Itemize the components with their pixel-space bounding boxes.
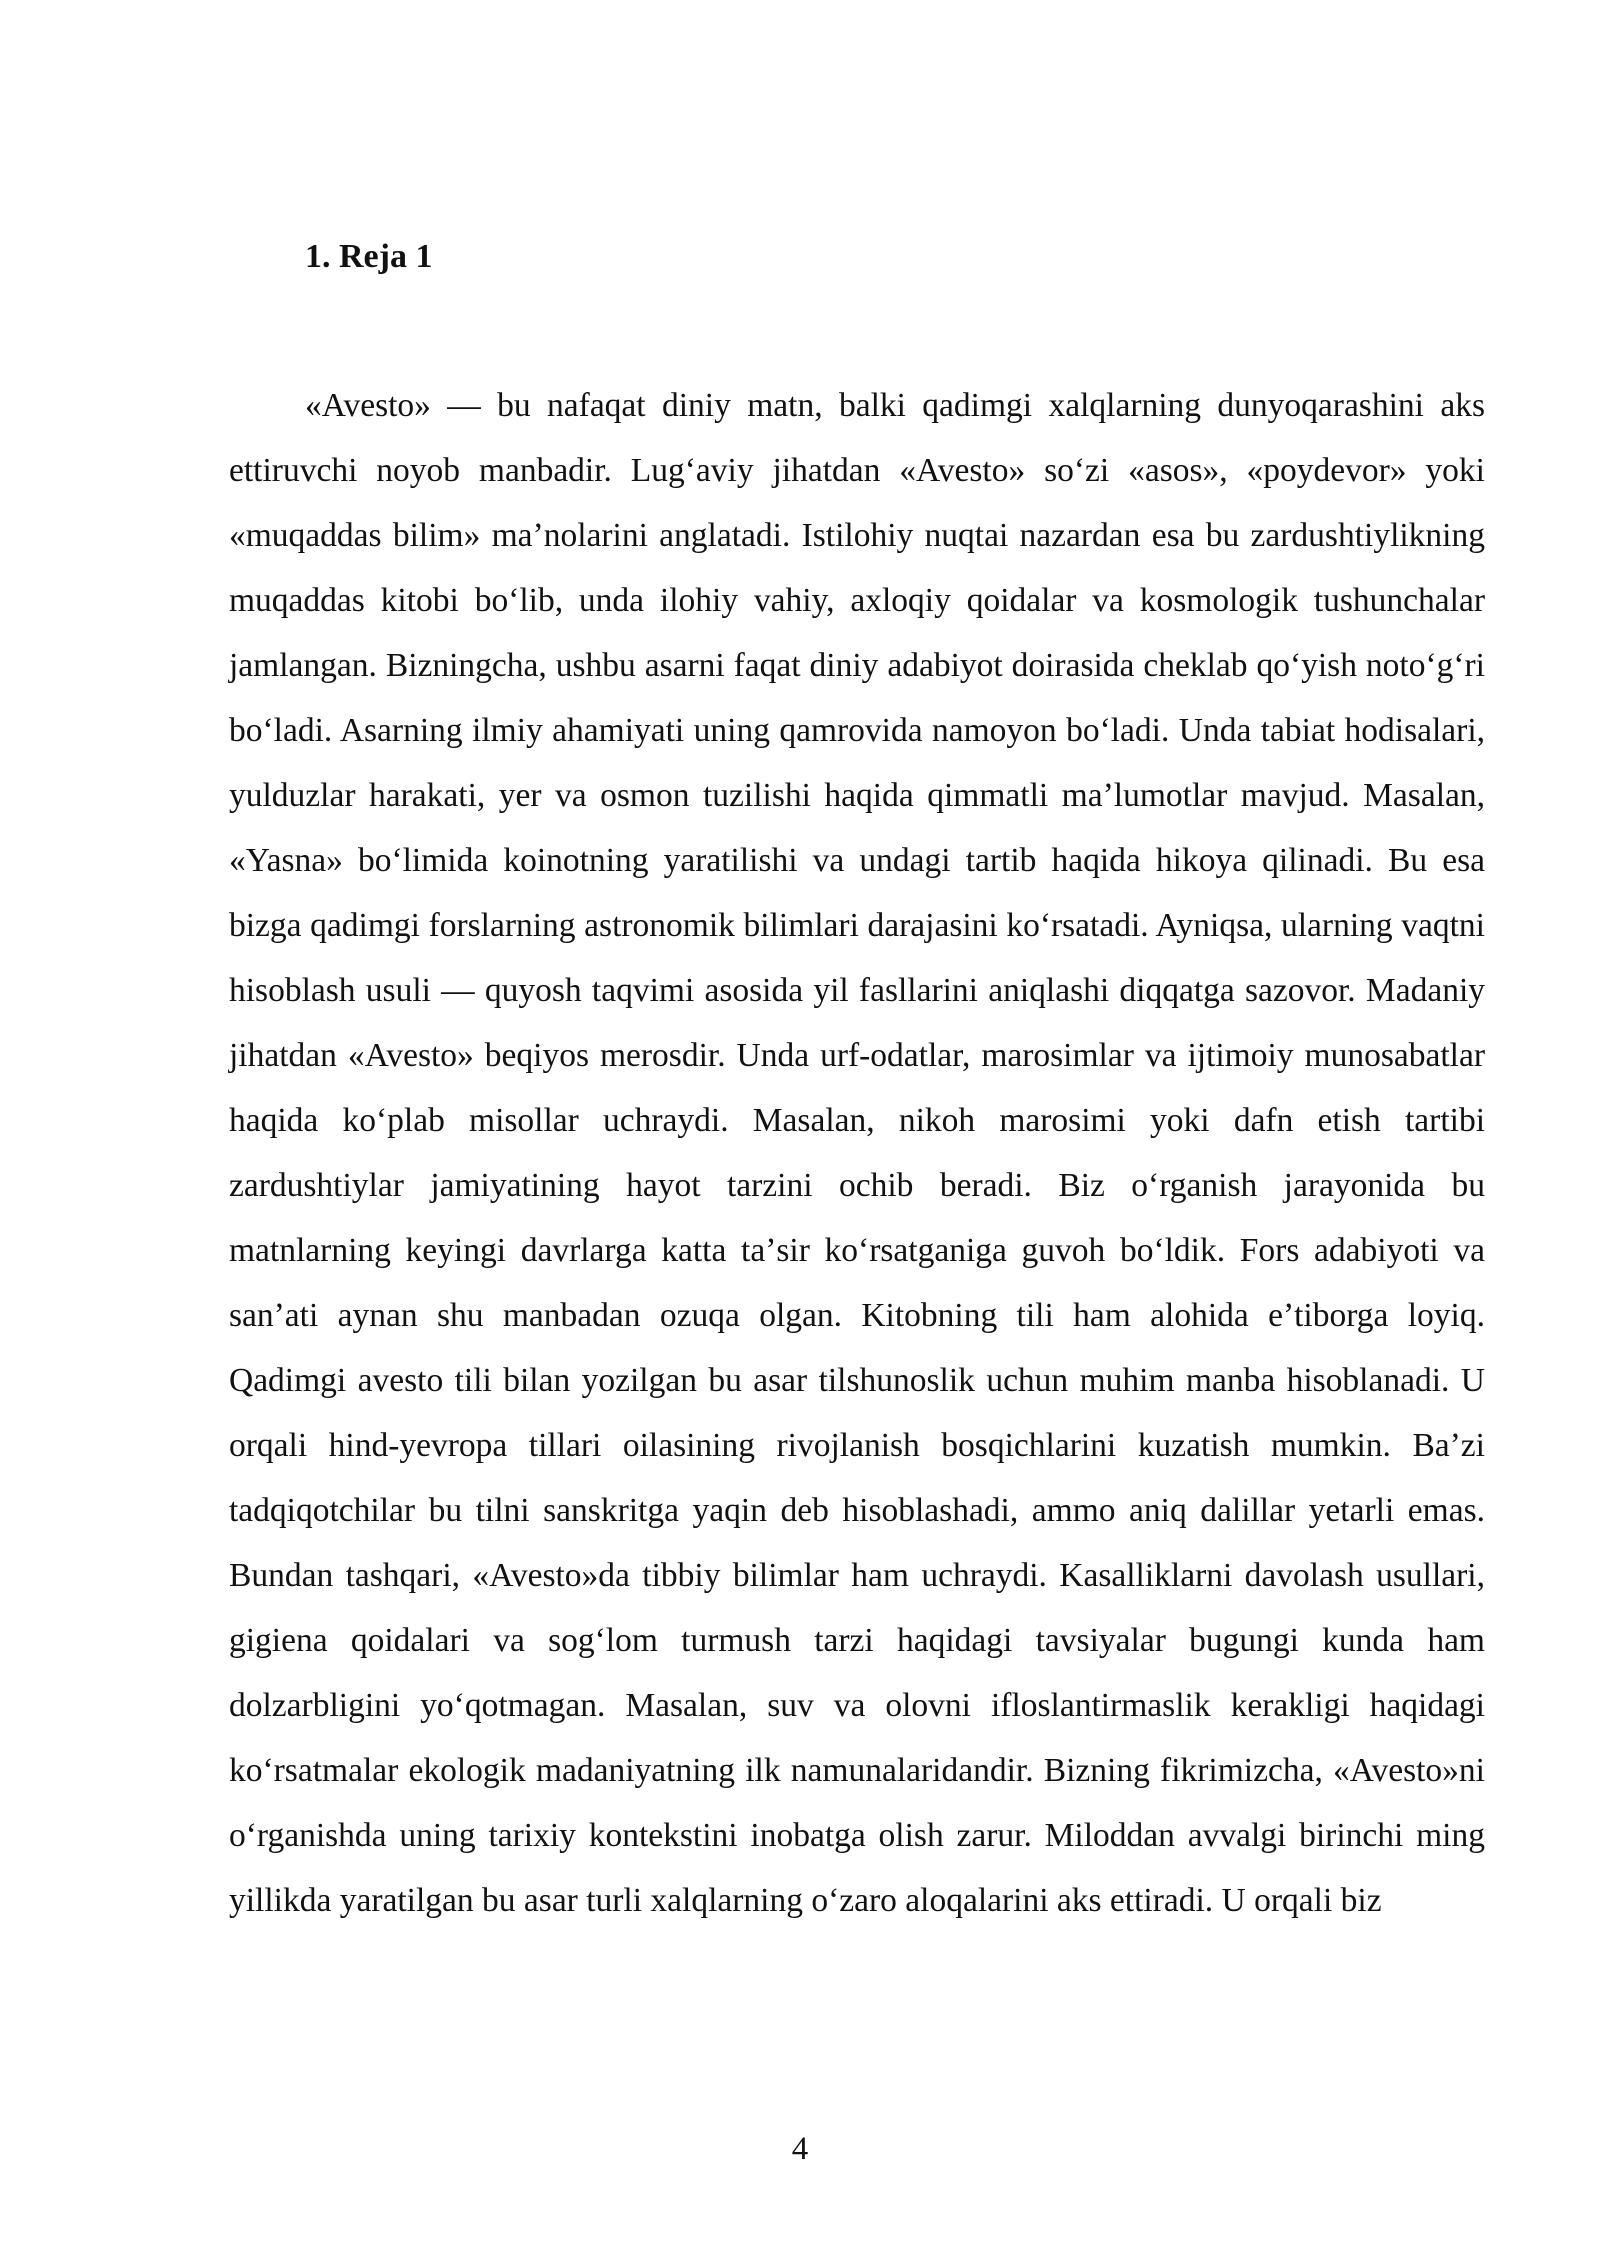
body-paragraph: «Avesto» — bu nafaqat diniy matn, balki qadimgi xalqlarning dunyoqarashini aks ettiruvchi noyob manbadir. Lugʻaviy jihatdan «Avesto» soʻzi «asos», «poydevor» yoki «muqaddas bilim» maʼnolarini anglatadi. Istilohiy nuqtai nazardan esa bu zardushtiylikning muqaddas kitobi boʻlib, unda ilohiy vahiy, axloqiy qoidalar va kosmologik tushunchalar jamlangan. Bizningcha, ushbu asarni faqat diniy adabiyot doirasida cheklab qoʻyish notoʻgʻri boʻladi. Asarning ilmiy ahamiyati uning qamrovida namoyon boʻladi. Unda tabiat hodisalari, yulduzlar harakati, yer va osmon tuzilishi haqida qimmatli maʼlumotlar mavjud. Masalan, «Yasna» boʻlimida koinotning yaratilishi va undagi tartib haqida hikoya qilinadi. Bu esa bizga qadimgi forslarning astronomik bilimlari darajasini koʻrsatadi. Ayniqsa, ularning vaqtni hisoblash usuli — quyosh taqvimi asosida yil fasllarini aniqlashi diqqatga sazovor. Madaniy jihatdan «Avesto» beqiyos merosdir. Unda urf-odatlar, marosimlar va ijtimoiy munosabatlar haqida koʻplab misollar uchraydi. Masalan, nikoh marosimi yoki dafn etish tartibi zardushtiylar jamiyatining hayot tarzini ochib beradi. Biz oʻrganish jarayonida bu matnlarning keyingi davrlarga katta taʼsir koʻrsatganiga guvoh boʻldik. Fors adabiyoti va sanʼati aynan shu manbadan ozuqa olgan. Kitobning tili ham alohida eʼtiborga loyiq. Qadimgi avesto tili bilan yozilgan bu asar tilshunoslik uchun muhim manba hisoblanadi. U orqali hind-yevropa tillari oilasining rivojlanish bosqichlarini kuzatish mumkin. Baʼzi tadqiqotchilar bu tilni sanskritga yaqin deb hisoblashadi, ammo aniq dalillar yetarli emas. Bundan tashqari, «Avesto»da tibbiy bilimlar ham uchraydi. Kasalliklarni davolash usullari, gigiena qoidalari va sogʻlom turmush tarzi haqidagi tavsiyalar bugungi kunda ham dolzarbligini yoʻqotmagan. Masalan, suv va olovni ifloslantirmaslik kerakligi haqidagi koʻrsatmalar ekologik madaniyatning ilk namunalaridandir. Bizning fikrimizcha, «Avesto»ni oʻrganishda uning tarixiy kontekstini inobatga olish zarur. Miloddan avvalgi birinchi ming yillikda yaratilgan bu asar turli xalqlarning oʻzaro aloqalarini aks ettiradi. U orqali biz [229,387,1485,1919]
section-heading: 1. Reja 1 [305,238,433,275]
page-number: 4 [791,2131,809,2167]
